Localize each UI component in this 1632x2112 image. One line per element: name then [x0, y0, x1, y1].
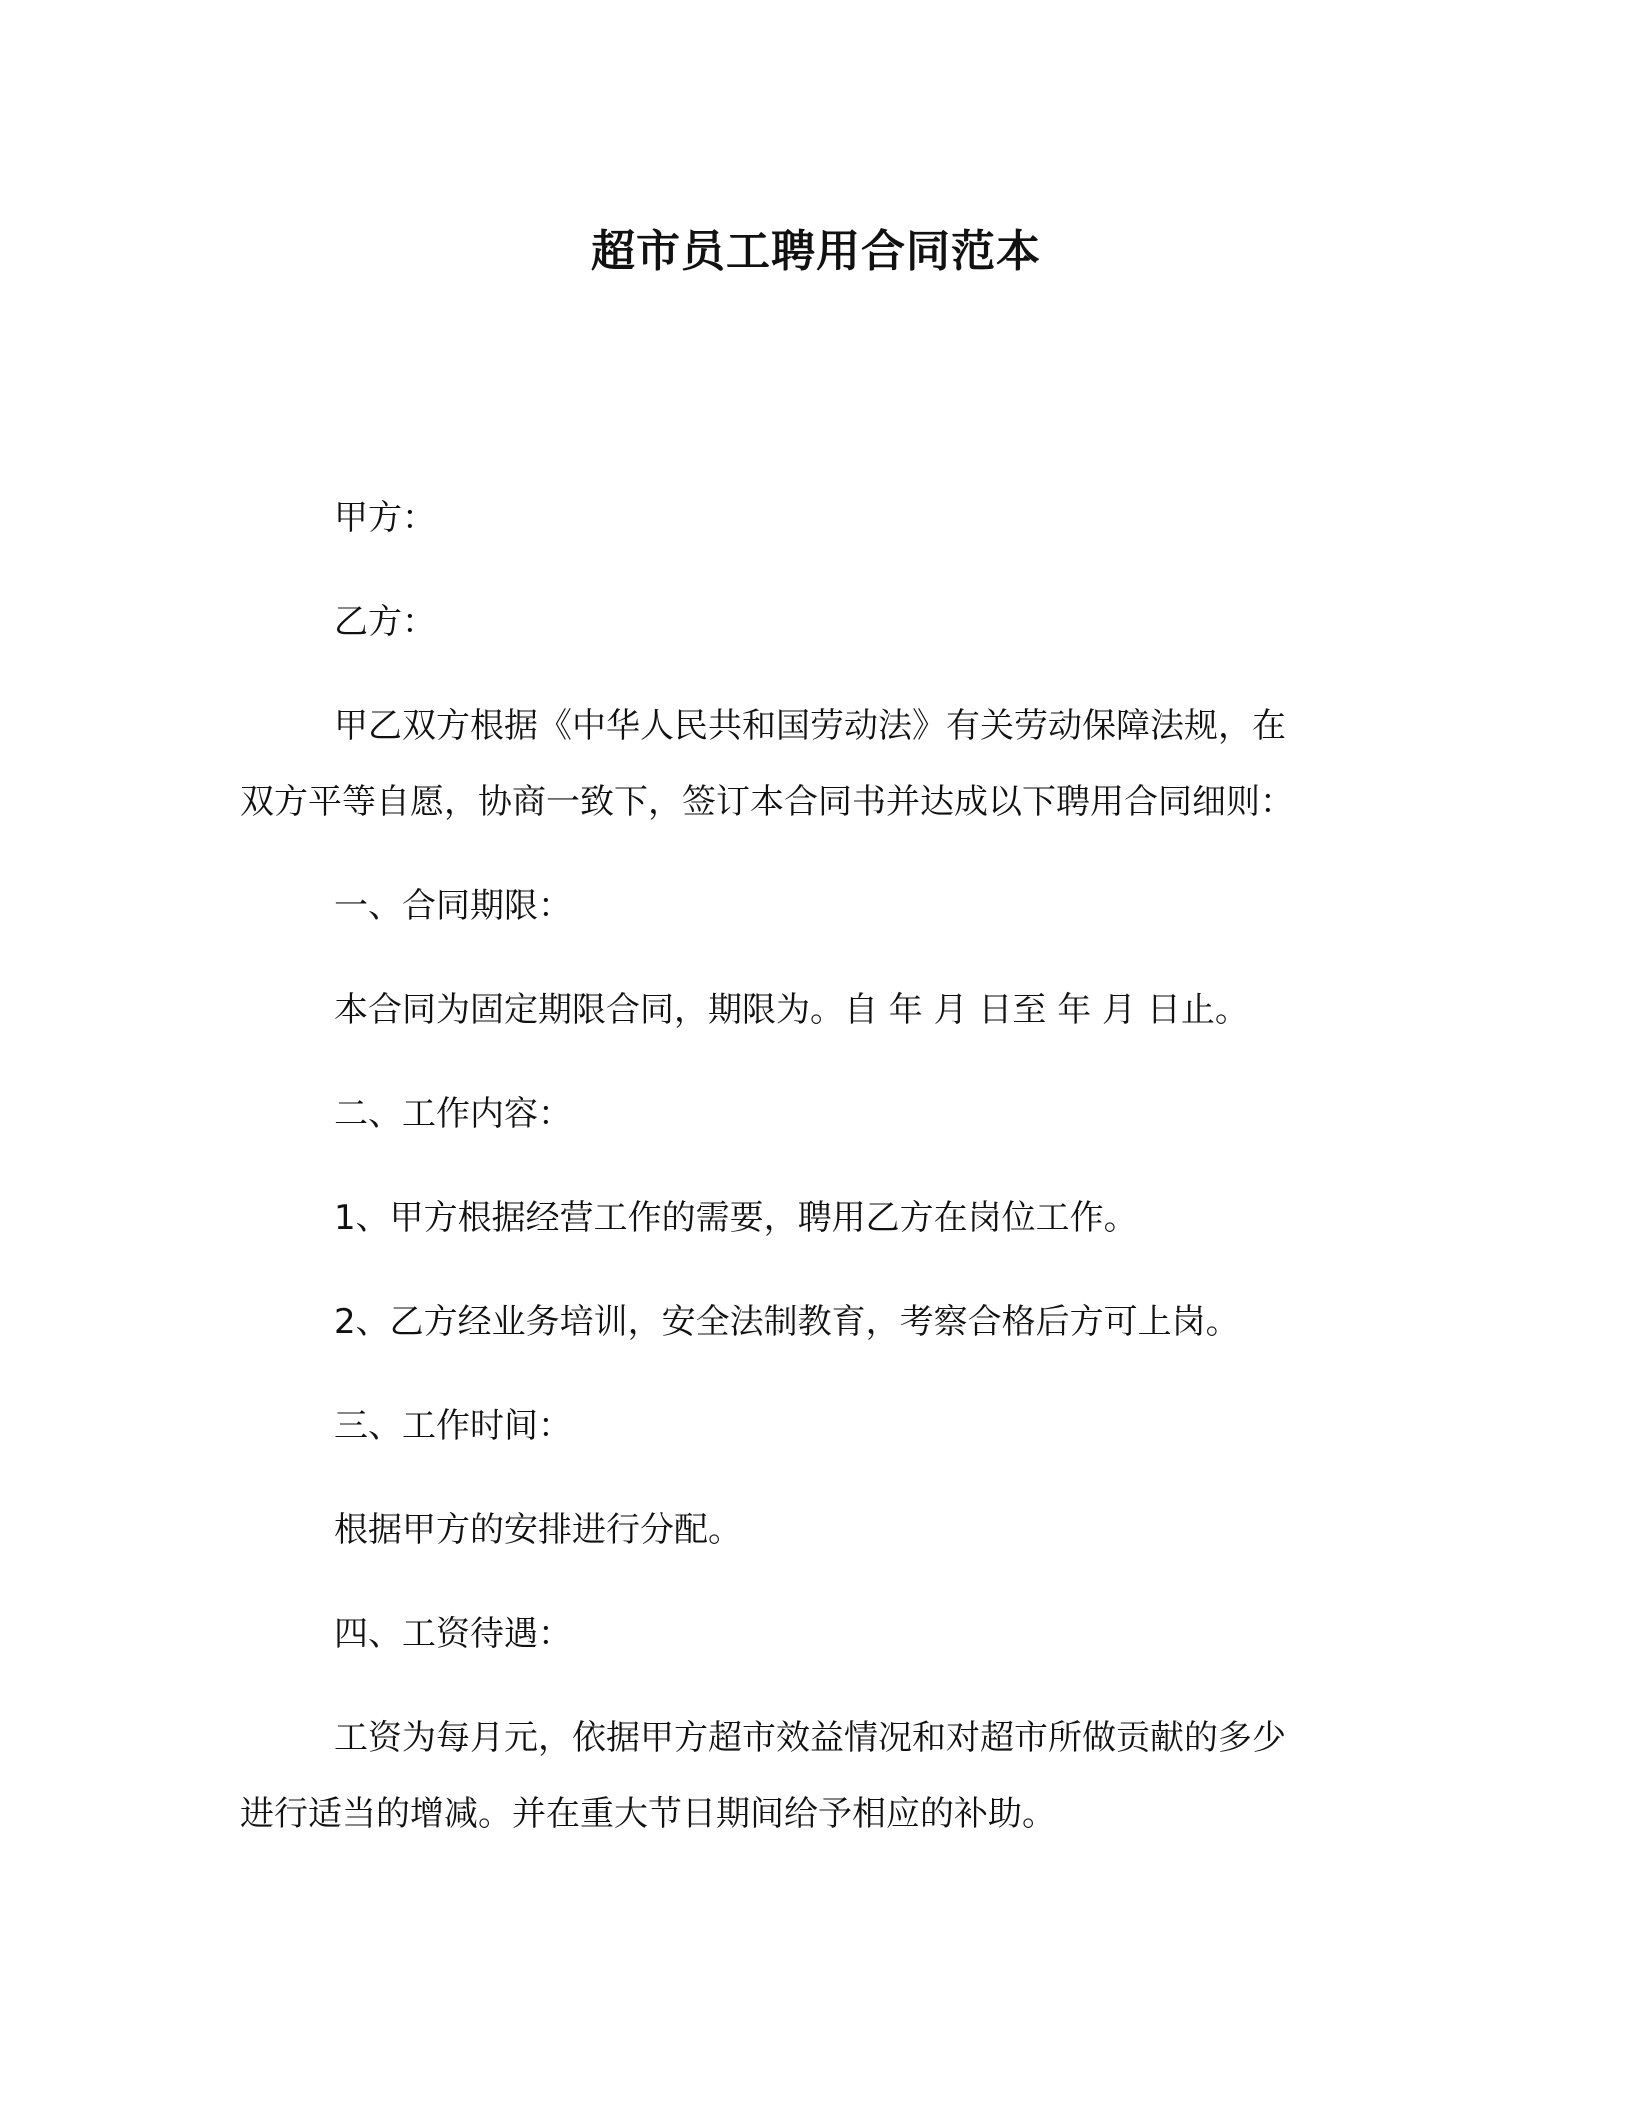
intro-line-2: 双方平等自愿，协商一致下，签订本合同书并达成以下聘用合同细则：: [240, 782, 1294, 822]
section-1-text: 本合同为固定期限合同，期限为。自 年 月 日至 年 月 日止。: [334, 990, 1249, 1030]
party-b-label: 乙方：: [334, 602, 436, 642]
intro-line-1: 甲乙双方根据《中华人民共和国劳动法》有关劳动保障法规，在: [334, 706, 1286, 746]
section-3-text: 根据甲方的安排进行分配。: [334, 1510, 742, 1550]
section-4-heading: 四、工资待遇：: [334, 1614, 572, 1654]
section-1-heading: 一、合同期限：: [334, 886, 572, 926]
section-4-line-2: 进行适当的增减。并在重大节日期间给予相应的补助。: [240, 1794, 1056, 1834]
section-2-heading: 二、工作内容：: [334, 1094, 572, 1134]
section-4-line-1: 工资为每月元，依据甲方超市效益情况和对超市所做贡献的多少: [334, 1718, 1286, 1758]
party-a-label: 甲方：: [334, 498, 436, 538]
section-2-item-1: 1、甲方根据经营工作的需要，聘用乙方在岗位工作。: [334, 1198, 1138, 1238]
section-2-item-2: 2、乙方经业务培训，安全法制教育，考察合格后方可上岗。: [334, 1302, 1240, 1342]
document-title: 超市员工聘用合同范本: [591, 226, 1041, 277]
section-3-heading: 三、工作时间：: [334, 1406, 572, 1446]
